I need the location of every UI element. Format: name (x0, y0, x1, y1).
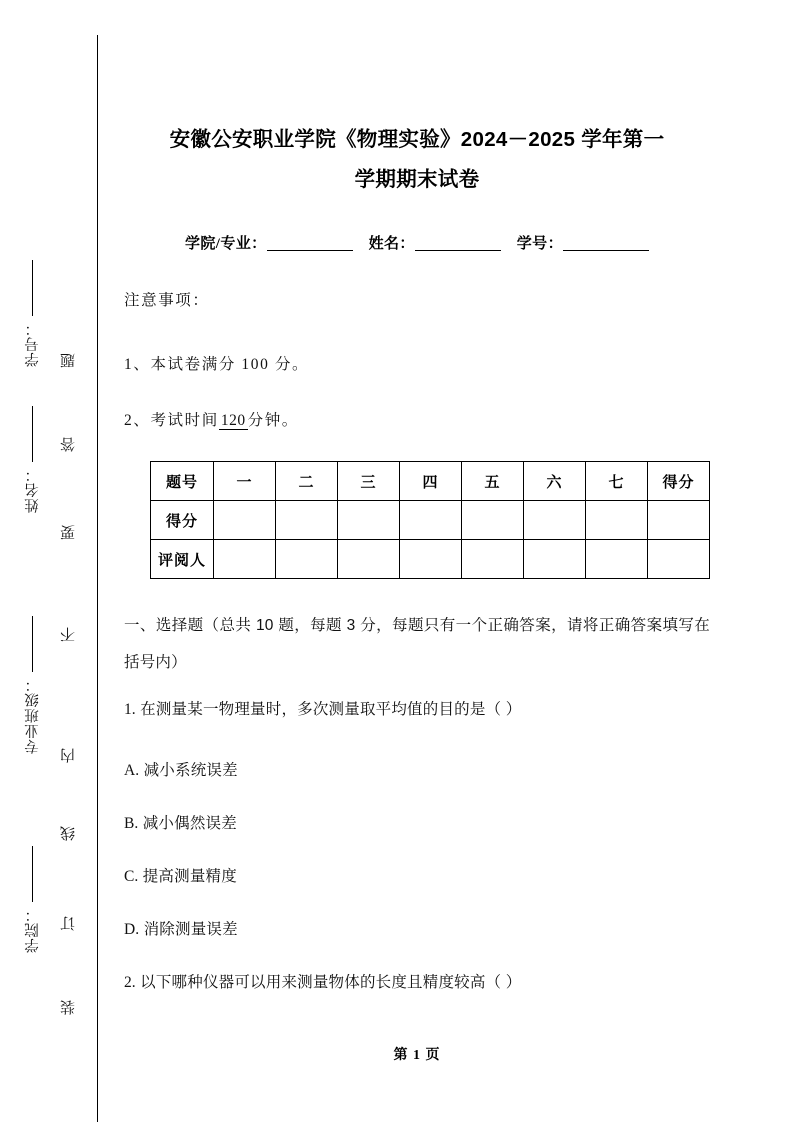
table-header-cell-2: 二 (276, 462, 338, 501)
question-1-option-d[interactable] (124, 917, 710, 939)
score-cell-6[interactable] (524, 501, 586, 540)
question-1-number: 1. (124, 701, 136, 718)
option-a-text: 减小系统误差 (143, 762, 238, 779)
exam-duration-value: 120 (220, 412, 246, 429)
grader-cell-2[interactable] (276, 540, 338, 579)
seal-line-column (58, 0, 98, 1122)
seal-char-8: 装 (61, 1000, 77, 1015)
question-1-option-c[interactable] (124, 864, 710, 886)
score-cell-4[interactable] (400, 501, 462, 540)
table-header-cell-1: 一 (214, 462, 276, 501)
grader-cell-4[interactable] (400, 540, 462, 579)
margin-label-college: 学院： (22, 848, 62, 953)
notes-item-2-suffix: 分钟。 (247, 412, 299, 429)
seal-char-1: 题 (61, 353, 77, 368)
option-c-key: C. (124, 868, 139, 885)
question-1-text: 在测量某一物理量时，多次测量取平均值的目的是（ ） (140, 701, 522, 718)
option-c-text: 提高测量精度 (142, 868, 237, 885)
table-row-grader (151, 540, 710, 579)
notes-heading: 注意事项： (124, 292, 210, 309)
question-1-option-a[interactable] (124, 758, 710, 780)
margin-label-class: 专业班级： (22, 616, 62, 754)
seal-char-2: 答 (61, 437, 77, 452)
score-cell-7[interactable] (586, 501, 648, 540)
seal-char-6: 线 (61, 826, 77, 841)
name-label: 姓名： (368, 236, 415, 252)
student-id-blank[interactable] (563, 250, 649, 251)
margin-label-student-id: 学号： (22, 262, 62, 367)
table-row-label-score: 得分 (151, 501, 214, 540)
grader-cell-total[interactable] (648, 540, 710, 579)
title-line-1: 安徽公安职业学院《物理实验》2024－2025 学年第一 (169, 128, 665, 151)
seal-char-4: 不 (61, 627, 77, 642)
student-id-label: 学号： (516, 236, 563, 252)
table-header-cell-6: 六 (524, 462, 586, 501)
name-blank[interactable] (415, 250, 501, 251)
score-cell-3[interactable] (338, 501, 400, 540)
table-header-cell-0: 题号 (151, 462, 214, 501)
margin-label-name: 姓名： (22, 408, 62, 513)
score-cell-5[interactable] (462, 501, 524, 540)
question-1 (124, 697, 710, 719)
page-footer: 第 1 页 (393, 1048, 441, 1063)
college-major-blank[interactable] (267, 250, 353, 251)
option-b-text: 减小偶然误差 (142, 815, 237, 832)
score-summary-table (150, 461, 710, 579)
score-cell-2[interactable] (276, 501, 338, 540)
option-d-key: D. (124, 921, 140, 938)
notes-item-2 (124, 408, 710, 430)
table-header-cell-8: 得分 (648, 462, 710, 501)
grader-cell-5[interactable] (462, 540, 524, 579)
seal-char-7: 订 (61, 916, 77, 931)
table-header-cell-3: 三 (338, 462, 400, 501)
question-2 (124, 970, 710, 992)
grader-cell-1[interactable] (214, 540, 276, 579)
table-row-label-grader: 评阅人 (151, 540, 214, 579)
question-2-number: 2. (124, 974, 136, 991)
notes-item-2-prefix: 2、考试时间 (124, 412, 219, 429)
section-1-heading: 一、选择题（总共 10 题，每题 3 分，每题只有一个正确答案，请将正确答案填写在括号内） (124, 617, 710, 671)
table-row-header (151, 462, 710, 501)
grader-cell-6[interactable] (524, 540, 586, 579)
college-major-label: 学院/专业： (185, 236, 267, 252)
question-2-text: 以下哪种仪器可以用来测量物体的长度且精度较高（ ） (140, 974, 522, 991)
table-header-cell-4: 四 (400, 462, 462, 501)
option-a-key: A. (124, 762, 140, 779)
grader-cell-7[interactable] (586, 540, 648, 579)
table-header-cell-7: 七 (586, 462, 648, 501)
margin-label-column (22, 0, 62, 1122)
score-cell-1[interactable] (214, 501, 276, 540)
question-1-option-b[interactable] (124, 811, 710, 833)
page-title (124, 120, 710, 200)
seal-char-5: 内 (61, 748, 77, 763)
grader-cell-3[interactable] (338, 540, 400, 579)
table-row-score (151, 501, 710, 540)
score-cell-total[interactable] (648, 501, 710, 540)
title-line-2: 学期期末试卷 (354, 168, 480, 191)
option-b-key: B. (124, 815, 139, 832)
notes-item-1: 1、本试卷满分 100 分。 (124, 356, 310, 373)
student-identity-row (124, 232, 710, 253)
seal-char-3: 要 (61, 525, 77, 540)
option-d-text: 消除测量误差 (143, 921, 238, 938)
table-header-cell-5: 五 (462, 462, 524, 501)
